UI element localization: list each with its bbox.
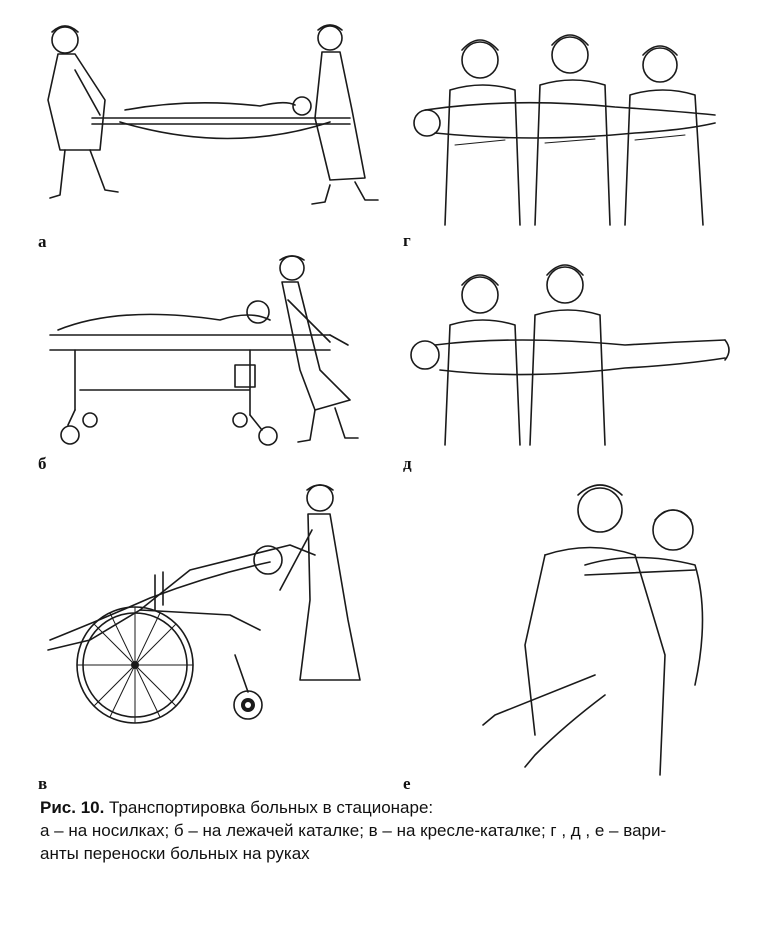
three-person-carry-illustration (395, 15, 745, 230)
caption-line-2: а – на носилках; б – на лежачей каталке; в – на кресле-каталке; г , д , е – вари- (40, 821, 667, 840)
panel-b (30, 250, 390, 480)
panel-e (395, 475, 755, 793)
panel-a (30, 10, 390, 250)
panel-letter-d: д (403, 454, 412, 473)
figure-caption (40, 796, 760, 865)
panel-letter-g: г (403, 231, 411, 250)
panel-letter-e: е (403, 774, 411, 793)
panel-letter-v: в (38, 774, 48, 793)
panel-v (30, 480, 390, 793)
stretcher-carry-illustration (30, 10, 390, 220)
two-person-carry-illustration (395, 250, 745, 450)
one-person-carry-illustration (395, 475, 745, 775)
panel-d (395, 250, 755, 480)
panel-letter-b: б (38, 454, 47, 473)
caption-title: Транспортировка больных в стационаре: (104, 798, 434, 817)
panel-g (395, 15, 755, 250)
caption-line-1 (40, 796, 760, 819)
caption-figure-label: Рис. 10. (40, 798, 105, 817)
lying-gurney-illustration (30, 250, 380, 450)
reclining-wheelchair-illustration (30, 480, 380, 730)
panel-letter-a: а (38, 232, 47, 251)
caption-line-3: анты переноски больных на руках (40, 844, 310, 863)
